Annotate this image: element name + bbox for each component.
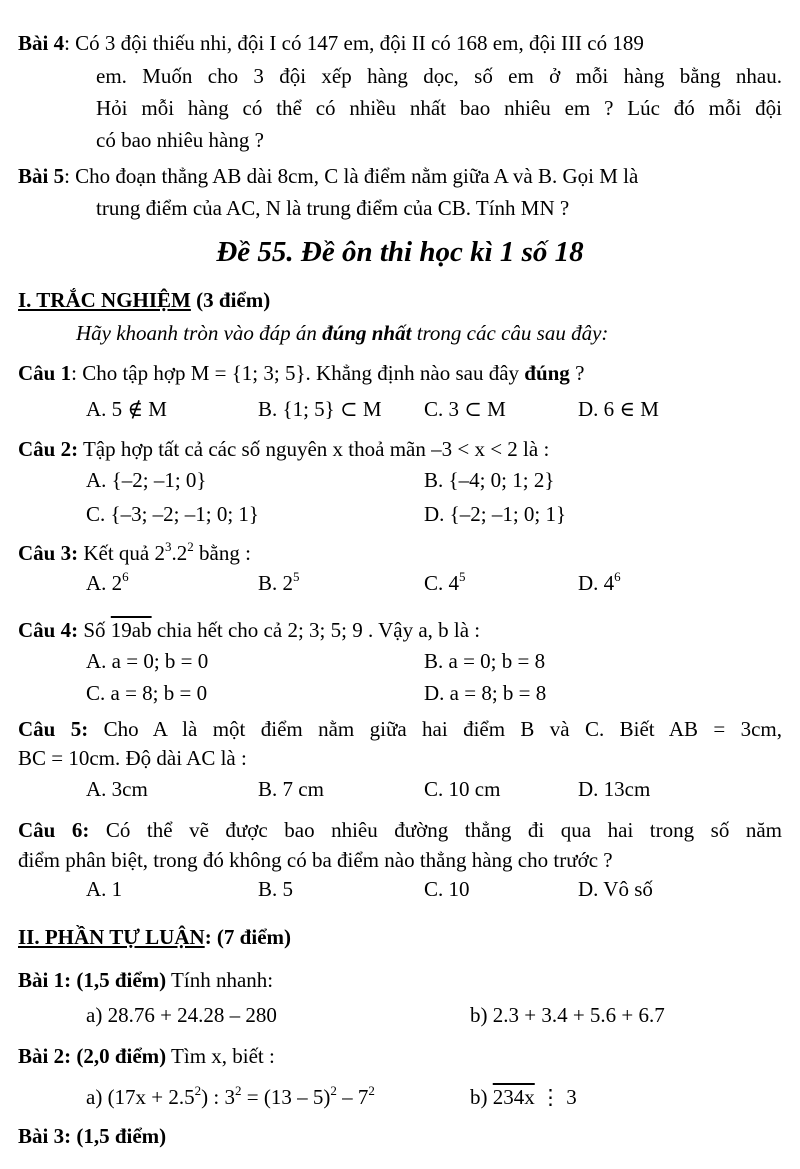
q3-option-d: D. $4^6$ xyxy=(578,569,621,595)
q4-option-b: B. a = 0; b = 8 xyxy=(424,649,546,673)
p2-number: 234x xyxy=(492,1085,535,1109)
q5-option-a: A. 3cm xyxy=(86,777,148,801)
q6-option-c: C. 10 xyxy=(424,877,470,901)
part1-points: (3 điểm) xyxy=(190,288,271,312)
q1-option-b: B. {1; 5} ⊂ M xyxy=(258,397,382,421)
q1-option-a: A. 5 ∉ M xyxy=(86,397,167,421)
q2-option-b: B. {–4; 0; 1; 2} xyxy=(424,468,555,492)
p1-label: Bài 1: (1,5 điểm) xyxy=(18,968,167,992)
q6-option-d: D. Vô số xyxy=(578,877,653,901)
q4-option-d: D. a = 8; b = 8 xyxy=(424,681,547,705)
p1-text: Bài 1: (1,5 điểm) Tính nhanh: xyxy=(18,968,274,992)
p2-part-a: a) $(17x + 2.5^2)$ : $3^2 = (13 - 5)^2 - 7^2$ xyxy=(86,1083,375,1109)
q4-option-c: C. a = 8; b = 0 xyxy=(86,681,208,705)
bai4-line3: Hỏi mỗi hàng có thể có nhiều nhất bao nhiêu em ? Lúc đó mỗi đội xyxy=(96,96,782,120)
part2-heading-line xyxy=(18,924,291,950)
q1-text: Câu 1: Cho tập hợp M = {1; 3; 5}. Khẳng định nào sau đây đúng ? xyxy=(18,361,585,385)
q6-line1: Câu 6: Có thể vẽ được bao nhiêu đường thẳng đi qua hai trong số năm xyxy=(18,818,782,842)
bai4-line2: em. Muốn cho 3 đội xếp hàng dọc, số em ở mỗi hàng bằng nhau. xyxy=(96,64,782,88)
bai4-label: Bài 4 xyxy=(18,31,65,55)
bai4-line4: có bao nhiêu hàng ? xyxy=(96,128,264,152)
bai5-line2: trung điểm của AC, N là trung điểm của CB. Tính MN ? xyxy=(96,196,570,220)
q2-option-a: A. {–2; –1; 0} xyxy=(86,468,207,492)
q3-text: Câu 3: Kết quả $2^3.2^2$ bằng : xyxy=(18,539,251,565)
bai4-line1: Bài 4: Có 3 đội thiếu nhi, đội I có 147 em, đội II có 168 em, đội III có 189 xyxy=(18,31,644,55)
part1-instruction: Hãy khoanh tròn vào đáp án đúng nhất trong các câu sau đây: xyxy=(76,321,609,345)
part1-heading-line xyxy=(18,287,270,313)
q5-line1: Câu 5: Cho A là một điểm nằm giữa hai điểm B và C. Biết AB = 3cm, xyxy=(18,717,782,741)
q2-text: Câu 2: Tập hợp tất cả các số nguyên x thoả mãn –3 < x < 2 là : xyxy=(18,437,550,461)
q5-line2: BC = 10cm. Độ dài AC là : xyxy=(18,746,247,770)
bai5-label: Bài 5 xyxy=(18,164,65,188)
p2-label: Bài 2: (2,0 điểm) xyxy=(18,1044,167,1068)
q5-option-d: D. 13cm xyxy=(578,777,651,801)
q5-option-b: B. 7 cm xyxy=(258,777,324,801)
q6-option-b: B. 5 xyxy=(258,877,294,901)
p1-part-a: a) 28.76 + 24.28 – 280 xyxy=(86,1003,277,1027)
part2-points: : (7 điểm) xyxy=(204,925,291,949)
bai5-line1: Bài 5: Cho đoạn thẳng AB dài 8cm, C là điểm nằm giữa A và B. Gọi M là xyxy=(18,164,639,188)
q6-line2: điểm phân biệt, trong đó không có ba điểm nào thẳng hàng cho trước ? xyxy=(18,848,613,872)
q1-option-d: D. 6 ∈ M xyxy=(578,397,659,421)
q3-label: Câu 3: xyxy=(18,541,79,565)
q4-number: 19ab xyxy=(110,618,152,642)
q4-option-a: A. a = 0; b = 0 xyxy=(86,649,209,673)
p1-part-b: b) 2.3 + 3.4 + 5.6 + 6.7 xyxy=(470,1003,665,1027)
p2-part-b: b) 234x ⋮ 3 xyxy=(470,1085,577,1109)
exam-title: Đề 55. Đề ôn thi học kì 1 số 18 xyxy=(216,236,584,268)
q2-option-d: D. {–2; –1; 0; 1} xyxy=(424,502,567,526)
q4-text: Câu 4: Số 19ab chia hết cho cả 2; 3; 5; 9 . Vậy a, b là : xyxy=(18,618,481,642)
q3-option-a: A. $2^6$ xyxy=(86,569,129,595)
q3-option-b: B. $2^5$ xyxy=(258,569,300,595)
q3-option-c: C. $4^5$ xyxy=(424,569,466,595)
q5-option-c: C. 10 cm xyxy=(424,777,501,801)
part1-heading: I. TRẮC NGHIỆM xyxy=(18,288,191,312)
q1-option-c: C. 3 ⊂ M xyxy=(424,397,506,421)
q6-label: Câu 6: xyxy=(18,818,90,842)
q4-label: Câu 4: xyxy=(18,618,79,642)
part2-heading: II. PHẦN TỰ LUẬN xyxy=(18,925,205,949)
q5-label: Câu 5: xyxy=(18,717,89,741)
p3-label: Bài 3: (1,5 điểm) xyxy=(18,1124,167,1148)
q2-option-c: C. {–3; –2; –1; 0; 1} xyxy=(86,502,260,526)
p2-text: Bài 2: (2,0 điểm) Tìm x, biết : xyxy=(18,1044,275,1068)
q2-label: Câu 2: xyxy=(18,437,79,461)
q6-option-a: A. 1 xyxy=(86,877,123,901)
q1-label: Câu 1 xyxy=(18,361,72,385)
